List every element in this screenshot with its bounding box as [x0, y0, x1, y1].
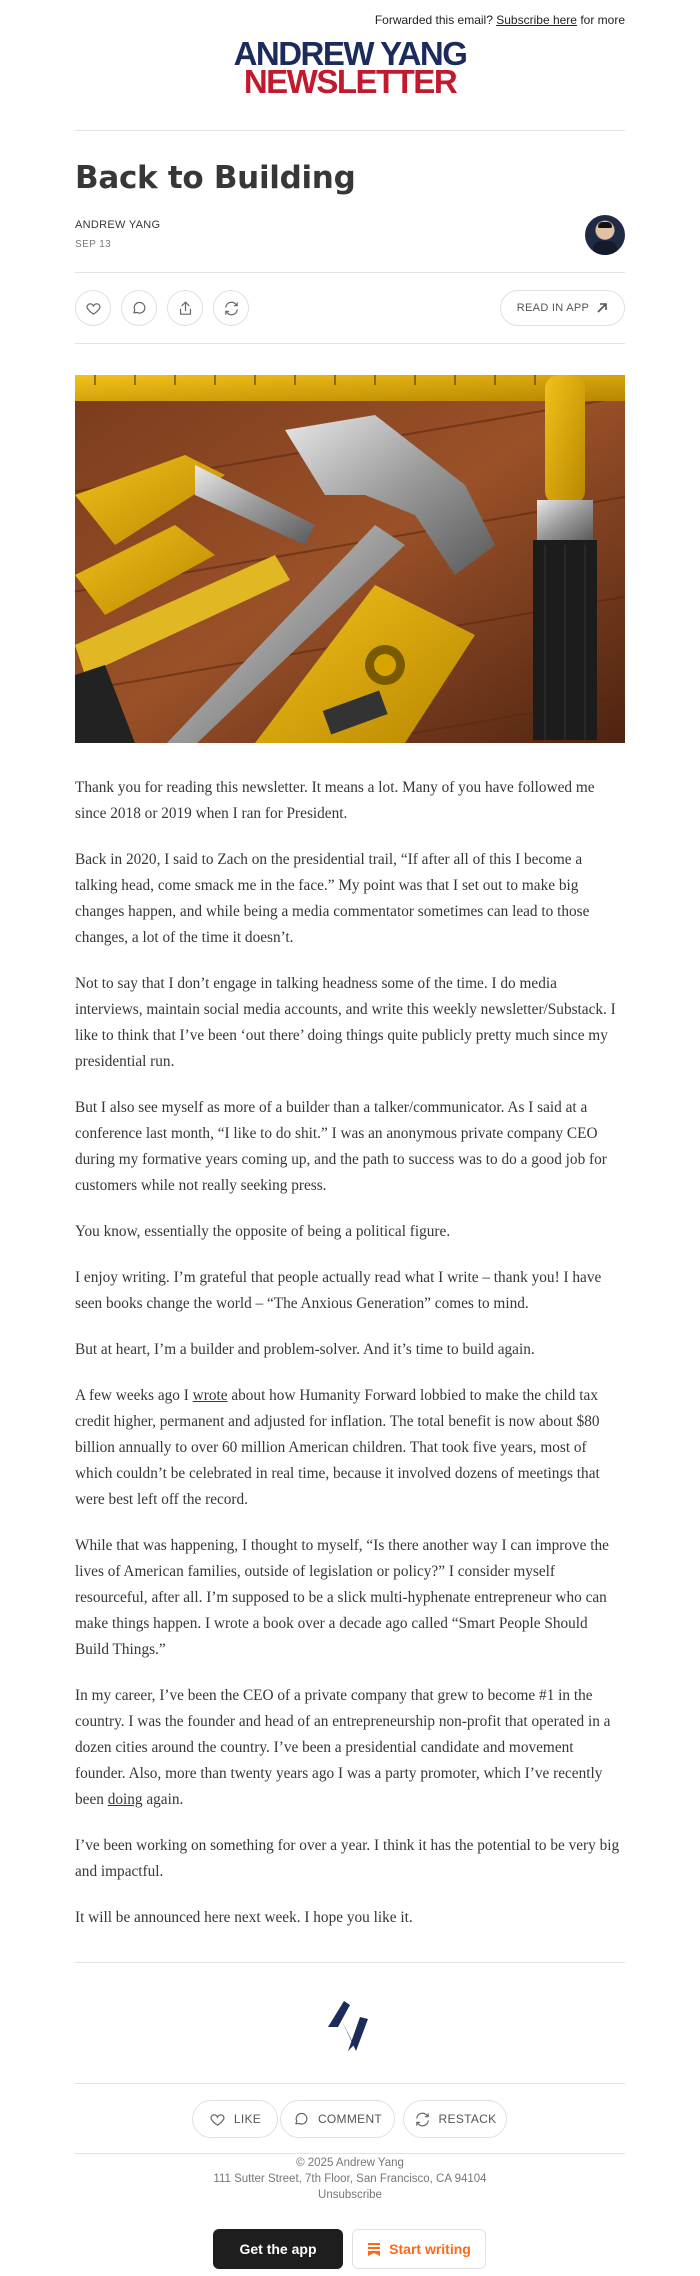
comment-bubble-icon — [131, 300, 148, 317]
doing-link[interactable]: doing — [107, 1791, 143, 1808]
avatar-suit — [593, 241, 617, 255]
article-body — [75, 775, 625, 1951]
divider — [75, 2083, 625, 2084]
forward-suffix: for more — [580, 13, 625, 27]
wrote-link[interactable]: wrote — [192, 1387, 228, 1404]
author-avatar[interactable] — [585, 215, 625, 255]
divider — [75, 130, 625, 131]
hero-image — [75, 375, 625, 743]
footer-comment-button[interactable] — [280, 2100, 395, 2138]
text: In my career, I’ve been the CEO of a private company that grew to become #1 in the country. I was the founder and head of an entrepreneurship non-profit that operated in a dozen cities around the country. I’ve been a presidential candidate and movement founder. Also, more than twenty years ago I was a party promoter, which I’ve recently been — [75, 1687, 611, 1808]
paragraph: Not to say that I don’t engage in talking headness some of the time. I do media interviews, maintain social media accounts, and write this weekly newsletter/Substack. I like to think that I’ve been ‘out there’ doing things quite publicly pretty much since my presidential run. — [75, 975, 616, 1070]
get-app-label: Get the app — [239, 2241, 317, 2257]
read-in-app-label: READ IN APP — [516, 302, 590, 314]
forward-notice — [375, 13, 625, 27]
paragraph: You know, essentially the opposite of being a political figure. — [75, 1223, 451, 1240]
paragraph: But I also see myself as more of a builder than a talker/communicator. As I said at a conference last month, “I like to do shit.” I was an anonymous private company CEO during my formative years coming up, and the path to success was to do a good job for customers while not really seeking press. — [75, 1099, 607, 1194]
share-button[interactable] — [167, 290, 203, 326]
tools-illustration — [75, 375, 625, 743]
paragraph: Thank you for reading this newsletter. It means a lot. Many of you have followed me since 2018 or 2019 when I ran for President. — [75, 779, 595, 822]
post-author[interactable]: ANDREW YANG — [75, 219, 161, 231]
restack-icon — [223, 300, 240, 317]
unsubscribe-row — [0, 2189, 700, 2201]
like-label: LIKE — [233, 2112, 262, 2126]
footer-like-button[interactable] — [192, 2100, 278, 2138]
mailing-address: 111 Sutter Street, 7th Floor, San Francisco, CA 94104 — [213, 2173, 487, 2185]
divider — [75, 272, 625, 273]
substack-logo-icon — [367, 2242, 381, 2256]
paragraph — [75, 1683, 625, 1813]
post-date: SEP 13 — [75, 239, 112, 250]
heart-icon — [209, 2111, 226, 2128]
get-the-app-button[interactable] — [213, 2229, 343, 2269]
text: about how Humanity Forward lobbied to make the child tax credit higher, permanent and adjusted for inflation. The total benefit is now about $80 billion annually to over 60 million American children. That took five years, most of which couldn’t be celebrated in real time, because it involved dozens of meetings that were best left off the record. — [75, 1387, 600, 1508]
paragraph: It will be announced here next week. I hope you like it. — [75, 1909, 413, 1926]
read-in-app-button[interactable] — [500, 290, 625, 326]
unsubscribe-link[interactable]: Unsubscribe — [318, 2189, 382, 2201]
paragraph: Back in 2020, I said to Zach on the presidential trail, “If after all of this I become a talking head, come smack me in the face.” My point was that I set out to make big changes happen, and while being a media commentator sometimes can lead to those changes, a lot of the time it doesn’t. — [75, 851, 590, 946]
paragraph: While that was happening, I thought to myself, “Is there another way I can improve the lives of American families, outside of legislation or policy?” I consider myself resourceful, after all. I’m supposed to be a slick multi-hyphenate entrepreneur who can make things happen. I wrote a book over a decade ago called “Smart People Should Build Things.” — [75, 1537, 609, 1658]
logo-line-2: NEWSLETTER — [243, 63, 457, 100]
divider — [75, 343, 625, 344]
heart-icon — [85, 300, 102, 317]
newsletter-mark-icon[interactable] — [320, 1995, 380, 2055]
paragraph: But at heart, I’m a builder and problem-solver. And it’s time to build again. — [75, 1341, 535, 1358]
paragraph: I enjoy writing. I’m grateful that people actually read what I write – thank you! I have seen books change the world – “The Anxious Generation” comes to mind. — [75, 1269, 602, 1312]
share-icon — [177, 300, 194, 317]
copyright: © 2025 Andrew Yang — [296, 2157, 404, 2169]
avatar-hair — [598, 222, 612, 228]
text: A few weeks ago I — [75, 1387, 193, 1404]
text: again. — [142, 1791, 184, 1808]
arrow-up-right-icon — [596, 302, 608, 314]
start-writing-button[interactable] — [352, 2229, 486, 2269]
post-title[interactable]: Back to Building — [75, 160, 356, 196]
paragraph: I’ve been working on something for over a year. I think it has the potential to be very big and impactful. — [75, 1837, 620, 1880]
restack-button[interactable] — [213, 290, 249, 326]
divider — [75, 2153, 625, 2154]
comment-button[interactable] — [121, 290, 157, 326]
logo-line-1: ANDREW YANG — [233, 35, 467, 72]
forward-text: Forwarded this email? — [374, 13, 493, 27]
newsletter-logo[interactable] — [0, 35, 700, 100]
comment-label: COMMENT — [317, 2112, 383, 2126]
restack-label: RESTACK — [438, 2112, 497, 2126]
comment-bubble-icon — [293, 2111, 310, 2128]
subscribe-link[interactable]: Subscribe here — [496, 13, 577, 27]
like-button[interactable] — [75, 290, 111, 326]
paragraph — [75, 1383, 625, 1513]
footer-restack-button[interactable] — [403, 2100, 507, 2138]
divider — [75, 1962, 625, 1963]
restack-icon — [414, 2111, 431, 2128]
start-writing-label: Start writing — [389, 2241, 471, 2257]
